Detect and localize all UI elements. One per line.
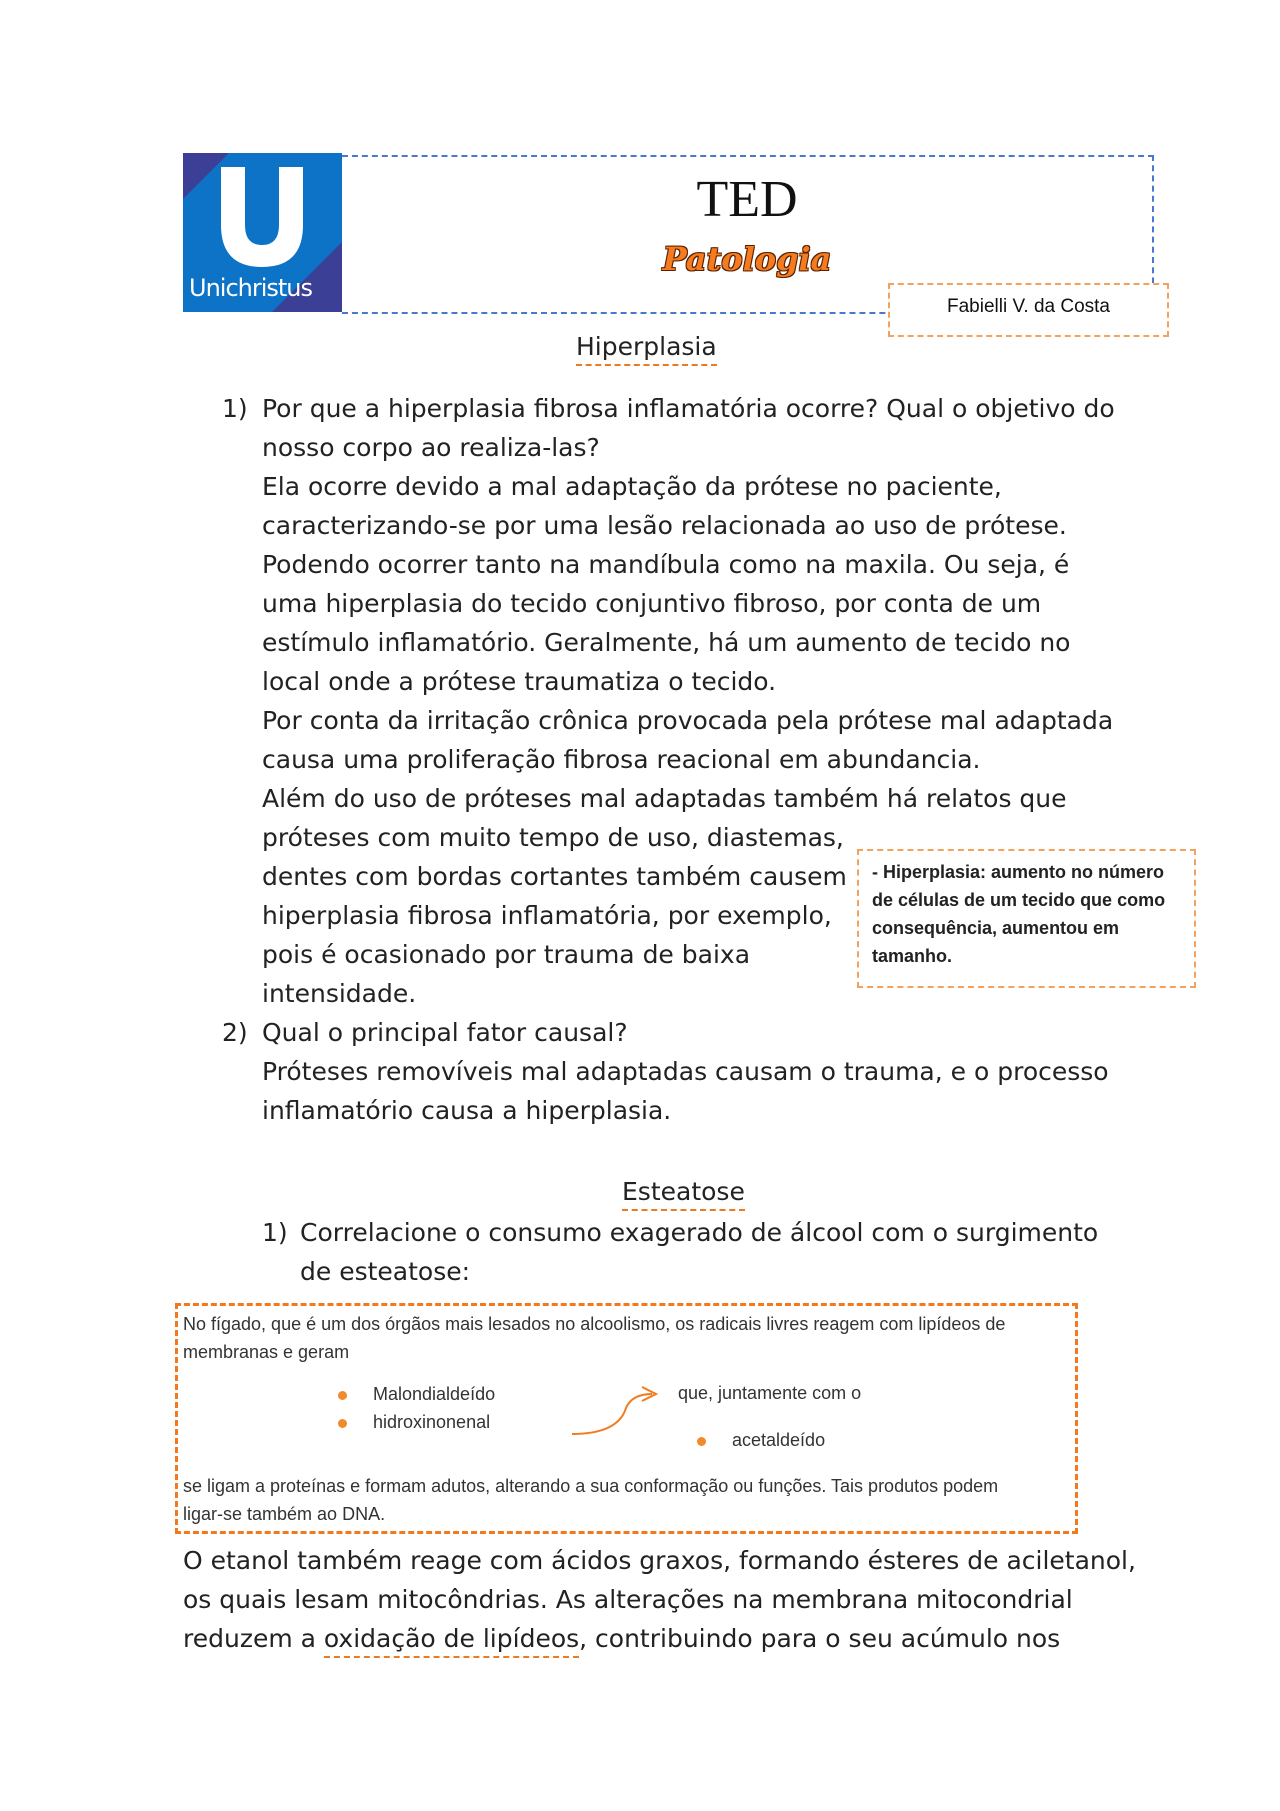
section-heading-esteatose: [622, 1177, 745, 1206]
highlighted-term: oxidação de lipídeos: [324, 1624, 579, 1658]
text-line: ligar-se também ao DNA.: [183, 1504, 386, 1524]
question-2-block: [262, 1013, 1162, 1130]
text-line: os quais lesam mitocôndrias. As alterações na membrana mitocondrial: [183, 1585, 1073, 1614]
text-line: intensidade.: [262, 979, 417, 1008]
mechanism-intro: [183, 1310, 1063, 1366]
note-line: tamanho.: [872, 946, 953, 966]
question-number: 2): [222, 1018, 248, 1047]
subject-title: Patologia: [662, 240, 832, 278]
text-line: nosso corpo ao realiza-las?: [262, 433, 600, 462]
mechanism-outro: [183, 1472, 1063, 1528]
logo-wordmark: Unichristus: [189, 274, 313, 302]
text-line: Por conta da irritação crônica provocada pela prótese mal adaptada: [262, 706, 1114, 735]
text-line: inflamatório causa a hiperplasia.: [262, 1096, 672, 1125]
note-line: de células de um tecido que como: [872, 890, 1166, 910]
product-list: [338, 1380, 495, 1436]
list-item: Malondialdeído: [338, 1380, 495, 1408]
text-line: Além do uso de próteses mal adaptadas também há relatos que: [262, 784, 1067, 813]
definition-note: [872, 858, 1192, 970]
text-line: causa uma proliferação fibrosa reacional em abundancia.: [262, 745, 981, 774]
text-line: Podendo ocorrer tanto na mandíbula como na maxila. Ou seja, é: [262, 550, 1070, 579]
text-line: membranas e geram: [183, 1342, 350, 1362]
list-item: hidroxinonenal: [338, 1408, 495, 1436]
question-number: 1): [222, 394, 248, 423]
text-line: estímulo inflamatório. Geralmente, há um aumento de tecido no: [262, 628, 1071, 657]
text-line: caracterizando-se por uma lesão relacionada ao uso de prótese.: [262, 511, 1067, 540]
text-line: O etanol também reage com ácidos graxos, formando ésteres de aciletanol,: [183, 1546, 1136, 1575]
text-line: pois é ocasionado por trauma de baixa: [262, 940, 751, 969]
text-line: hiperplasia fibrosa inflamatória, por exemplo,: [262, 901, 832, 930]
question-number: 1): [262, 1218, 288, 1247]
text-line: local onde a prótese traumatiza o tecido.: [262, 667, 777, 696]
unichristus-logo: [183, 153, 342, 312]
note-line: - Hiperplasia: aumento no número: [872, 862, 1165, 882]
text-line: uma hiperplasia do tecido conjuntivo fibroso, por conta de um: [262, 589, 1042, 618]
text-line: reduzem a oxidação de lipídeos, contribuindo para o seu acúmulo nos: [183, 1619, 1143, 1658]
question-esteatose-block: [300, 1213, 1160, 1291]
bullet-icon: [338, 1391, 347, 1400]
curved-arrow-icon: [568, 1382, 660, 1440]
text-line: próteses com muito tempo de uso, diastemas,: [262, 823, 844, 852]
heading-text: Esteatose: [622, 1177, 745, 1211]
text-line: No fígado, que é um dos órgãos mais lesados no alcoolismo, os radicais livres reagem com lipídeos de: [183, 1314, 1006, 1334]
text-line: Por que a hiperplasia fibrosa inflamatória ocorre? Qual o objetivo do: [262, 394, 1115, 423]
author-name: Fabielli V. da Costa: [946, 296, 1110, 317]
text-line: de esteatose:: [300, 1257, 471, 1286]
text-line: Correlacione o consumo exagerado de álcool com o surgimento: [300, 1218, 1099, 1247]
bullet-icon: [697, 1437, 706, 1446]
bullet-icon: [338, 1419, 347, 1428]
text-line: Ela ocorre devido a mal adaptação da prótese no paciente,: [262, 472, 1002, 501]
document-title: TED: [696, 171, 798, 228]
list-item: acetaldeído: [697, 1426, 825, 1454]
section-heading-hiperplasia: [576, 332, 717, 361]
logo-u-mark-icon: [217, 159, 307, 271]
text-line: dentes com bordas cortantes também causem: [262, 862, 847, 891]
text-line: Qual o principal fator causal?: [262, 1018, 628, 1047]
together-text: que, juntamente com o: [678, 1383, 862, 1403]
heading-text: Hiperplasia: [576, 332, 717, 366]
closing-paragraph: [183, 1541, 1143, 1658]
text-line: Próteses removíveis mal adaptadas causam o trauma, e o processo: [262, 1057, 1109, 1086]
note-line: consequência, aumentou em: [872, 918, 1120, 938]
text-line: se ligam a proteínas e formam adutos, alterando a sua conformação ou funções. Tais produtos podem: [183, 1476, 999, 1496]
